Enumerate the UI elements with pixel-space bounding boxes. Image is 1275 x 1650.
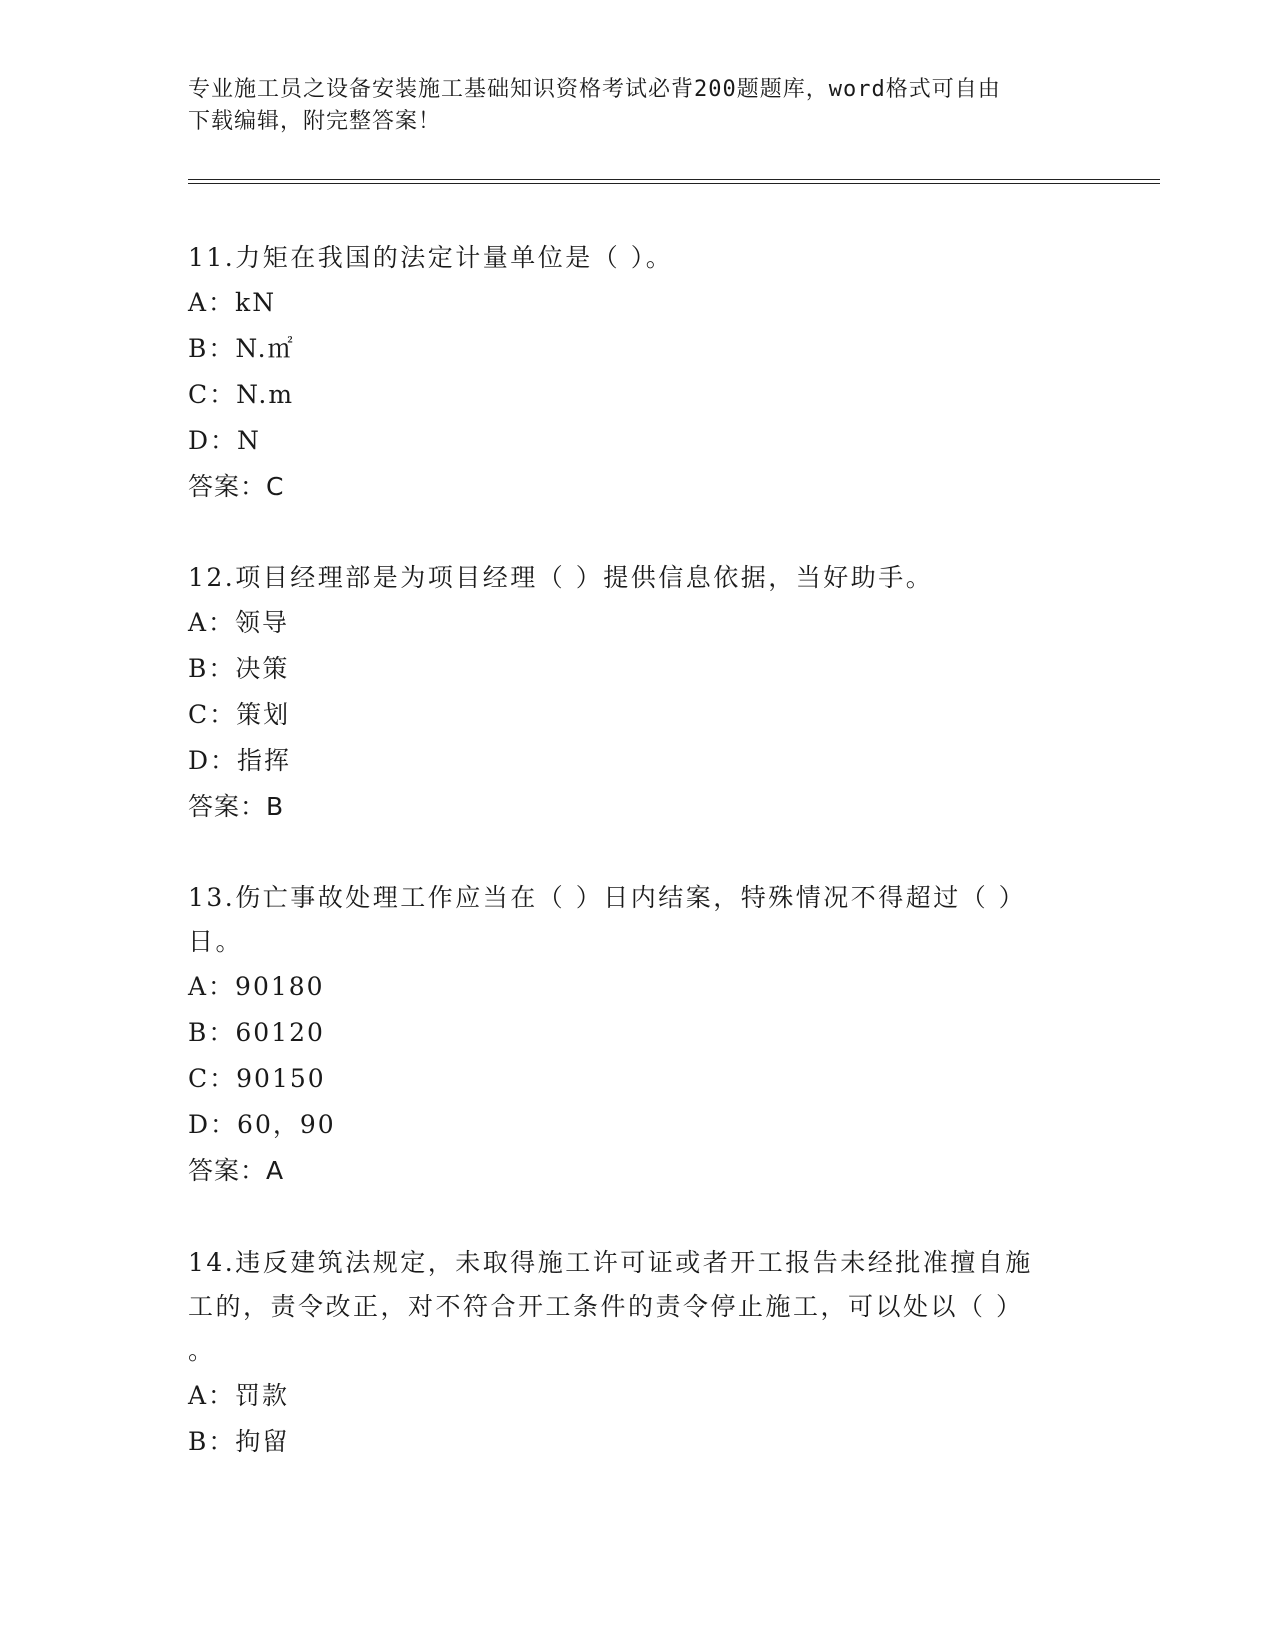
question-stem-line-1: 13.伤亡事故处理工作应当在（ ）日内结案，特殊情况不得超过（ ）	[188, 883, 1027, 912]
option-a: A：90180	[188, 972, 325, 1001]
question-13	[188, 876, 1088, 1194]
question-stem: 11.力矩在我国的法定计量单位是（ ）。	[188, 243, 674, 272]
header-line-2: 下载编辑，附完整答案！	[188, 109, 442, 134]
option-d: D：60，90	[188, 1110, 336, 1139]
question-stem-line-2: 工的，责令改正，对不符合开工条件的责令停止施工，可以处以（ ）	[188, 1292, 1024, 1321]
option-a: A：kN	[188, 288, 277, 317]
option-a: A：罚款	[188, 1381, 290, 1410]
header-divider-top	[188, 179, 1160, 180]
document-page	[188, 0, 1098, 1650]
option-d: D：指挥	[188, 746, 292, 775]
option-c: C：N.m	[188, 380, 295, 409]
option-c: C：策划	[188, 700, 291, 729]
answer: 答案：C	[188, 472, 285, 501]
question-11	[188, 236, 1088, 510]
option-b: B：拘留	[188, 1427, 290, 1456]
option-a: A：领导	[188, 608, 290, 637]
question-14	[188, 1241, 1088, 1465]
option-b: B：决策	[188, 654, 290, 683]
question-stem-line-1: 14.违反建筑法规定，未取得施工许可证或者开工报告未经批准擅自施	[188, 1248, 1033, 1277]
question-stem-line-3: 。	[188, 1336, 216, 1365]
header-line-1: 专业施工员之设备安装施工基础知识资格考试必背200题题库，word格式可自由	[188, 77, 1001, 102]
option-b: B：60120	[188, 1018, 325, 1047]
question-stem: 12.项目经理部是为项目经理（ ）提供信息依据，当好助手。	[188, 563, 934, 592]
option-b: B：N.㎡	[188, 334, 295, 363]
header-divider-bottom	[188, 183, 1160, 184]
document-header	[188, 74, 1058, 138]
answer: 答案：A	[188, 1156, 285, 1185]
question-12	[188, 556, 1088, 830]
question-stem-line-2: 日。	[188, 927, 244, 956]
option-c: C：90150	[188, 1064, 326, 1093]
answer: 答案：B	[188, 792, 285, 821]
option-d: D：N	[188, 426, 261, 455]
